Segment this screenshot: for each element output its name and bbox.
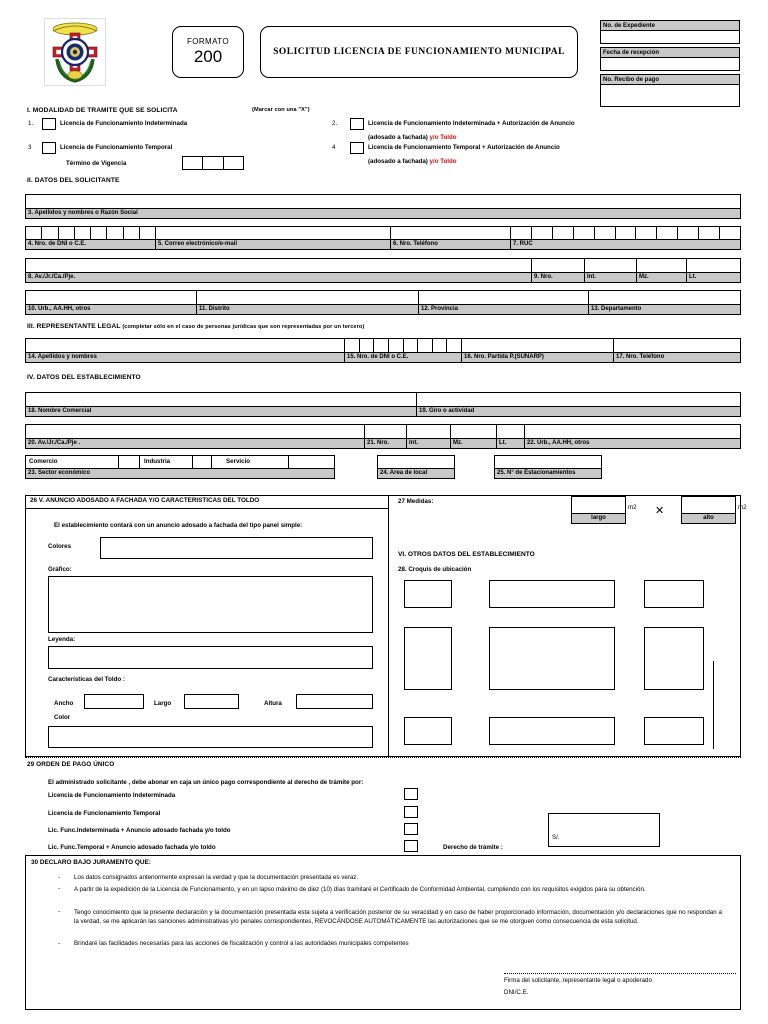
- field-3-label: 3. Apellidos y nombres o Razón Social: [25, 209, 741, 219]
- checkbox-licencia-temporal[interactable]: [42, 142, 56, 154]
- checkbox-sector-comercio[interactable]: [118, 455, 140, 469]
- sector-industria-label: Industria: [144, 458, 171, 465]
- expediente-block: [600, 20, 740, 107]
- option-4-number: 4: [332, 144, 336, 151]
- pago-item-1-label: Licencia de Funcionamiento Indeterminada: [48, 792, 176, 799]
- firma-caption: Firma del solicitante, representante legal o apoderado: [504, 977, 652, 984]
- grafico-label: Gráfico:: [48, 566, 72, 573]
- field-25-label: 25. N° de Estacionamientos: [494, 469, 602, 479]
- colores-input[interactable]: [100, 537, 373, 559]
- field-11-label: 11. Distrito: [197, 305, 419, 315]
- section-4-heading: IV. DATOS DEL ESTABLECIMIENTO: [27, 374, 141, 381]
- field-21-mz-input[interactable]: [451, 424, 497, 439]
- field-7-input[interactable]: [511, 226, 741, 240]
- field-3-apellidos: [25, 194, 741, 219]
- field-row-4567: [25, 226, 741, 250]
- field-24-label: 24. Area de local: [377, 469, 455, 479]
- field-18-input[interactable]: [25, 392, 417, 407]
- field-22-label: 22. Urb., AA.HH, otros: [525, 439, 741, 449]
- field-5-input[interactable]: [156, 226, 391, 240]
- field-row-1819: [25, 392, 741, 417]
- derecho-tramite-label: Derecho de trámite :: [443, 844, 503, 851]
- option-2-label: Licencia de Funcionamiento Indeterminada + Autorización de Anuncio: [368, 120, 575, 127]
- option-4-sub: [368, 158, 457, 166]
- formato-badge: [172, 26, 244, 78]
- largo-toldo-label: Largo: [154, 700, 172, 707]
- field-4-input[interactable]: [25, 226, 156, 240]
- section-29-heading: 29 ORDEN DE PAGO ÚNICO: [27, 761, 115, 768]
- option-1-number: 1.: [28, 120, 34, 127]
- field-24-input[interactable]: [377, 455, 455, 469]
- checkbox-pago-indeterminada[interactable]: [404, 788, 418, 800]
- section-1-note: (Marcar con una "X"): [252, 107, 310, 113]
- altura-input[interactable]: [296, 694, 373, 709]
- field-3-input[interactable]: [25, 194, 741, 209]
- firma-dni-caption: DNI/C.E.: [504, 989, 529, 996]
- field-13-input[interactable]: [589, 290, 741, 305]
- sector-comercio-label: Comercio: [29, 458, 58, 465]
- field-9-lt-label: Lt.: [687, 273, 741, 283]
- formato-label: FORMATO: [186, 37, 230, 46]
- field-17-label: 17. Nro. Teléfono: [614, 353, 741, 363]
- croquis-cell-8[interactable]: [489, 717, 615, 745]
- option-4-sub-text: (adosado a fachada): [368, 158, 430, 165]
- option-3-number: 3: [28, 144, 32, 151]
- pago-item-4-label: Lic. Func.Temporal + Anuncio adosado fachada y/o toldo: [48, 844, 216, 851]
- croquis-cell-9[interactable]: [644, 717, 704, 745]
- recibo-pago-label: No. Recibo de pago: [600, 74, 740, 85]
- field-9-int-input[interactable]: [585, 258, 637, 273]
- checkbox-sector-industria[interactable]: [192, 455, 212, 469]
- field-15-input[interactable]: [345, 338, 462, 353]
- croquis-cell-6[interactable]: [644, 627, 704, 690]
- ancho-label: Ancho: [54, 700, 74, 707]
- field-22-input[interactable]: [525, 424, 741, 439]
- field-row-202122: [25, 424, 741, 449]
- field-4-label: 4. Nro. de DNI o C.E.: [25, 240, 156, 250]
- field-21-int-input[interactable]: [407, 424, 451, 439]
- checkbox-pago-temporal-anuncio[interactable]: [404, 840, 418, 852]
- option-4-label: Licencia de Funcionamiento Temporal + Autorización de Anuncio: [368, 144, 560, 151]
- declaracion-bullet-4: Brindaré las facilidades necesarias para las acciones de fiscalización y control a las autoridades municipales competentes: [74, 940, 409, 947]
- field-20-input[interactable]: [25, 424, 365, 439]
- field-9-nro-label: 9. Nro.: [532, 273, 585, 283]
- panel-declaracion-jurada: [25, 855, 741, 1010]
- largo-toldo-input[interactable]: [184, 694, 239, 709]
- altura-label: Altura: [264, 700, 282, 707]
- section-29-top-dashed-rule: [25, 757, 741, 758]
- pago-item-3-label: Lic. Func.Indeterminada + Anuncio adosado fachada y/o toldo: [48, 827, 231, 834]
- termino-vigencia-input[interactable]: [182, 156, 244, 170]
- field-14-label: 14. Apellidos y nombres: [25, 353, 345, 363]
- field-23-label: 23. Sector económico: [25, 469, 335, 479]
- section-26-intro: El establecimiento contará con un anuncio adosado a fachada del tipo panel simple:: [54, 522, 303, 529]
- field-21-lt-label: Lt.: [497, 439, 525, 449]
- page-title: SOLICITUD LICENCIA DE FUNCIONAMIENTO MUNICIPAL: [260, 26, 578, 78]
- field-12-label: 12. Provincia: [419, 305, 589, 315]
- field-9-mz-label: Mz.: [637, 273, 687, 283]
- field-7-label: 7. RUC: [511, 240, 741, 250]
- field-25-estacionamientos: [494, 455, 602, 479]
- checkbox-pago-temporal[interactable]: [404, 806, 418, 818]
- field-6-input[interactable]: [391, 226, 511, 240]
- option-3-label: Licencia de Funcionamiento Temporal: [60, 144, 173, 151]
- option-4-sub-red: y/o Toldo: [429, 158, 457, 165]
- section-3-title: III. REPRESENTANTE LEGAL: [27, 323, 121, 330]
- bullet-1-dash: -: [58, 874, 61, 881]
- bullet-3-dash: -: [58, 908, 61, 915]
- expediente-label: No. de Expediente: [600, 20, 740, 31]
- leyenda-input[interactable]: [48, 646, 373, 669]
- section-26-heading: 26 V. ANUNCIO ADOSADO A FACHADA Y/O CARACTERISTICAS DEL TOLDO: [30, 497, 260, 504]
- checkbox-sector-servicio[interactable]: [288, 455, 334, 469]
- croquis-label: 28. Croquis de ubicación: [398, 566, 472, 573]
- field-23-sector: [25, 455, 335, 479]
- section-29-intro: El administrado solicitante , debe abonar en caja un único pago correspondiente al derecho de trámite por:: [48, 779, 364, 786]
- option-2-number: 2.: [332, 120, 338, 127]
- field-19-input[interactable]: [417, 392, 741, 407]
- field-21-mz-label: Mz.: [451, 439, 497, 449]
- field-9-nro-input[interactable]: [532, 258, 585, 273]
- municipal-coat-of-arms-logo: [44, 18, 106, 86]
- field-21-lt-input[interactable]: [497, 424, 525, 439]
- derecho-tramite-input[interactable]: [548, 813, 660, 847]
- color-toldo-label: Color: [54, 714, 71, 721]
- panel-anuncio-croquis: [25, 495, 747, 757]
- expediente-input[interactable]: [600, 31, 740, 44]
- section-27-heading: 27 Medidas:: [398, 498, 434, 505]
- panel-26-header-rule: [26, 508, 388, 509]
- field-20-label: 20. Av./Jr./Ca./Pje .: [25, 439, 365, 449]
- termino-vigencia-label: Término de Vigencia: [66, 160, 127, 167]
- bullet-2-dash: -: [58, 885, 61, 892]
- field-17-input[interactable]: [614, 338, 741, 353]
- firma-line: [504, 973, 736, 974]
- field-13-label: 13. Departamento: [589, 305, 741, 315]
- field-10-input[interactable]: [25, 290, 197, 305]
- field-row-10111213: [25, 290, 741, 315]
- field-8-label: 8. Av./Jr./Ca./Pje.: [25, 273, 532, 283]
- field-18-label: 18. Nombre Comercial: [25, 407, 417, 417]
- medidas-alto-unit: m2: [738, 504, 747, 511]
- field-9-int-label: Int.: [585, 273, 637, 283]
- field-10-label: 10. Urb., AA.HH, otros: [25, 305, 197, 315]
- checkbox-licencia-temporal-anuncio[interactable]: [350, 142, 364, 154]
- medidas-largo-unit: m2: [628, 504, 637, 511]
- section-3-note: (completar sólo en el caso de personas jurídicas que son representadas por un tercero): [122, 324, 365, 330]
- recibo-pago-input[interactable]: [600, 85, 740, 107]
- medidas-largo-label: largo: [571, 513, 626, 524]
- declaracion-bullet-2: A partir de la expedición de la Licencia de Funcionamiento, y en un lapso máximo de diez (10) días tramitaré el Certificado de Conformidad Ambiental, cumpliendo con los requisitos exigidos para su obtención.: [74, 886, 646, 893]
- field-9-lt-input[interactable]: [687, 258, 741, 273]
- field-19-label: 19. Giro o actividad: [417, 407, 741, 417]
- field-5-label: 5. Correo electrónico/e-mail: [156, 240, 391, 250]
- option-1-label: Licencia de Funcionamiento Indeterminada: [60, 120, 188, 127]
- colores-label: Colores: [48, 543, 72, 550]
- panel-divider: [388, 496, 389, 756]
- croquis-cell-5[interactable]: [489, 627, 615, 690]
- field-12-input[interactable]: [419, 290, 589, 305]
- field-6-label: 6. Nro. Teléfono: [391, 240, 511, 250]
- field-8-input[interactable]: [25, 258, 532, 273]
- leyenda-label: Leyenda:: [48, 636, 76, 643]
- section-1-heading: I. MODALIDAD DE TRAMITE QUE SE SOLICITA: [27, 107, 178, 114]
- checkbox-licencia-indeterminada[interactable]: [42, 118, 56, 130]
- option-2-sub-red: y/o Toldo: [429, 134, 457, 141]
- section-6-heading: VI. OTROS DATOS DEL ESTABLECIMIENTO: [398, 551, 535, 558]
- section-3-heading: [27, 323, 364, 330]
- derecho-tramite-currency: S/.: [552, 834, 560, 841]
- field-15-label: 15. Nro. de DNI o C.E.: [345, 353, 462, 363]
- checkbox-licencia-indeterminada-anuncio[interactable]: [350, 118, 364, 130]
- grafico-input[interactable]: [48, 576, 373, 633]
- fecha-recepcion-input[interactable]: [600, 58, 740, 71]
- croquis-cell-7[interactable]: [404, 717, 452, 745]
- color-toldo-input[interactable]: [48, 726, 373, 748]
- field-11-input[interactable]: [197, 290, 419, 305]
- bullet-4-dash: -: [58, 940, 61, 947]
- field-21-int-label: Int.: [407, 439, 451, 449]
- sector-servicio-label: Servicio: [226, 458, 251, 465]
- croquis-cell-1[interactable]: [404, 580, 452, 608]
- option-2-sub: [368, 134, 457, 142]
- field-16-label: 16. Nro. Partida P.(SUNARP): [462, 353, 614, 363]
- section-2-heading: II. DATOS DEL SOLICITANTE: [27, 177, 120, 184]
- croquis-right-rule: [713, 661, 714, 749]
- field-row-14151617: [25, 338, 741, 363]
- declaracion-bullet-3: Tengo conocimiento que la presente declaración y la documentación presentada esta sujeta a verificación posterior de su veracidad y en caso de haber proporcionado información, documentación y/o declaraciones que no respondan a la verdad, se me aplicarán las sanciones administrativas y/o penales correspondientes, REVOCÁNDOSE AUTOMÁTICAMENTE las autorizaciones que se me otorguen como consecuencia de esta solicitud.: [74, 909, 722, 925]
- section-30-heading: 30 DECLARO BAJO JURAMENTO QUE:: [31, 859, 151, 866]
- fecha-recepcion-label: Fecha de recepción: [600, 47, 740, 58]
- croquis-cell-4[interactable]: [404, 627, 452, 690]
- field-25-input[interactable]: [494, 455, 602, 469]
- medidas-alto-input[interactable]: [681, 496, 736, 513]
- croquis-cell-3[interactable]: [644, 580, 704, 608]
- medidas-alto-label: alto: [681, 513, 736, 524]
- field-14-input[interactable]: [25, 338, 345, 353]
- field-24-area: [377, 455, 455, 479]
- toldo-caracteristicas-label: Características del Toldo :: [48, 676, 125, 683]
- field-16-input[interactable]: [462, 338, 614, 353]
- multiply-icon: ✕: [655, 505, 665, 517]
- field-21-nro-label: 21. Nro.: [365, 439, 407, 449]
- field-21-nro-input[interactable]: [365, 424, 407, 439]
- checkbox-pago-indeterminada-anuncio[interactable]: [404, 823, 418, 835]
- field-9-mz-input[interactable]: [637, 258, 687, 273]
- ancho-input[interactable]: [84, 694, 144, 709]
- pago-item-2-label: Licencia de Funcionamiento Temporal: [48, 810, 161, 817]
- croquis-cell-2[interactable]: [489, 580, 615, 608]
- option-2-sub-text: (adosado a fachada): [368, 134, 430, 141]
- formato-number: 200: [193, 47, 223, 66]
- medidas-largo-input[interactable]: [571, 496, 626, 513]
- field-row-89: [25, 258, 741, 283]
- declaracion-bullet-1: Los datos consignados anteriormente expresan la verdad y que la documentación presentada es veraz.: [74, 874, 359, 881]
